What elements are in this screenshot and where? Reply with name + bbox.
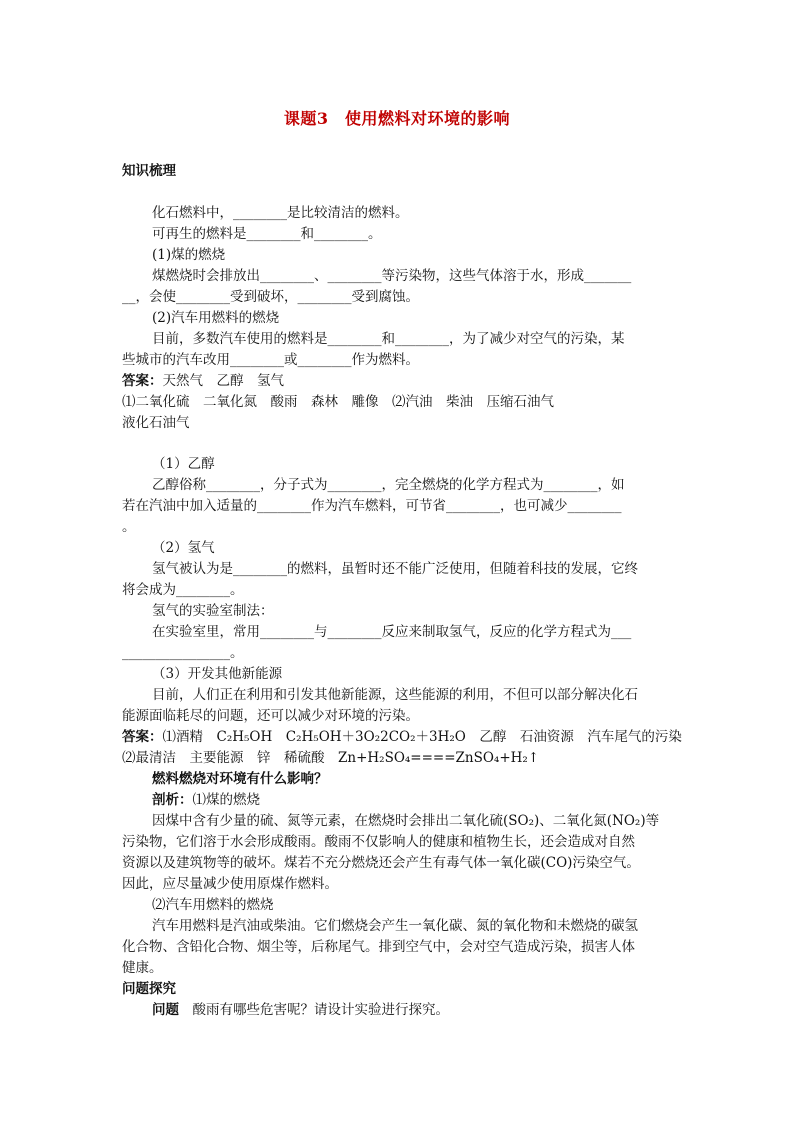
text-line: 化石燃料中，________是比较清洁的燃料。 xyxy=(152,205,409,221)
answer-text: ⑴酒精 C₂H₅OH C₂H₅OH＋3O₂2CO₂＋3H₂O 乙醇 石油资源 汽车尾气的污染 xyxy=(162,729,682,745)
text-line: 氢气被认为是________的燃料，虽暂时还不能广泛使用，但随着科技的发展，它终 xyxy=(152,561,638,577)
text-line: ⑵汽车用燃料的燃烧 xyxy=(152,897,274,913)
text-line: 因煤中含有少量的硫、氮等元素，在燃烧时会排出二氧化硫(SO₂)、二氧化氮(NO₂)等 xyxy=(152,813,660,829)
question-heading: 燃料燃烧对环境有什么影响？ xyxy=(152,771,328,787)
text-line: 化合物、含铅化合物、烟尘等，后称尾气。排到空气中，会对空气造成污染，损害人体 xyxy=(122,939,635,955)
text-line: 目前，多数汽车使用的燃料是________和________，为了减少对空气的污染，某 xyxy=(152,331,625,347)
answer-line: 液化石油气 xyxy=(122,415,190,431)
answer-text: 天然气 乙醇 氢气 xyxy=(162,373,284,389)
answer-line xyxy=(122,728,682,746)
section-heading-knowledge: 知识梳理 xyxy=(122,163,176,179)
answer-line xyxy=(122,372,670,390)
text-line: 乙醇俗称________，分子式为________，完全燃烧的化学方程式为________，如 xyxy=(152,477,625,493)
text-line: 将会成为________。 xyxy=(122,582,244,598)
text-line: （1）乙醇 xyxy=(152,456,215,472)
text-line: 若在汽油中加入适量的________作为汽车燃料，可节省________，也可减少________ xyxy=(122,498,622,514)
text-line: 可再生的燃料是________和________。 xyxy=(152,226,382,242)
text-line: 煤燃烧时会排放出________、________等污染物，这些气体溶于水，形成_______ xyxy=(152,268,632,284)
text-line: （2）氢气 xyxy=(152,540,215,556)
text-line: 。 xyxy=(122,519,136,535)
text-line: (2)汽车用燃料的燃烧 xyxy=(152,310,280,326)
answer-label: 答案： xyxy=(122,729,163,745)
section-heading-inquiry: 问题探究 xyxy=(122,981,176,997)
text-line: 资源以及建筑物等的破坏。煤若不充分燃烧还会产生有毒气体一氧化碳(CO)污染空气。 xyxy=(122,855,640,871)
text-line: 些城市的汽车改用________或________作为燃料。 xyxy=(122,352,419,368)
problem-label: 问题 xyxy=(152,1002,179,1018)
answer-label: 答案： xyxy=(122,373,163,389)
text-line: 在实验室里，常用________与________反应来制取氢气，反应的化学方程式为___ xyxy=(152,624,632,640)
page-title: 课题3 使用燃料对环境的影响 xyxy=(283,109,511,128)
answer-line: ⑵最清洁 主要能源 锌 稀硫酸 Zn+H₂SO₄====ZnSO₄+H₂↑ xyxy=(122,750,540,766)
text-line: 污染物，它们溶于水会形成酸雨。酸雨不仅影响人的健康和植物生长，还会造成对自然 xyxy=(122,834,635,850)
analysis-text: ⑴煤的燃烧 xyxy=(192,792,260,808)
text-line: ________________。 xyxy=(122,645,244,661)
problem-text: 酸雨有哪些危害呢？请设计实验进行探究。 xyxy=(192,1002,449,1018)
analysis-label: 剖析： xyxy=(152,792,193,808)
text-line: 健康。 xyxy=(122,960,163,976)
text-line: (1)煤的燃烧 xyxy=(152,247,226,263)
text-line: 汽车用燃料是汽油或柴油。它们燃烧会产生一氧化碳、氮的氧化物和未燃烧的碳氢 xyxy=(152,918,638,934)
answer-line: ⑴二氧化硫 二氧化氮 酸雨 森林 雕像 ⑵汽油 柴油 压缩石油气 xyxy=(122,394,554,410)
analysis-line xyxy=(152,791,670,809)
text-line: 目前，人们正在利用和引发其他新能源，这些能源的利用，不但可以部分解决化石 xyxy=(152,687,638,703)
text-line: __，会使________受到破坏，________受到腐蚀。 xyxy=(122,289,419,305)
problem-line xyxy=(152,1001,670,1019)
text-line: 氢气的实验室制法： xyxy=(152,603,274,619)
text-line: 因此，应尽量减少使用原煤作燃料。 xyxy=(122,876,338,892)
text-line: （3）开发其他新能源 xyxy=(152,666,283,682)
text-line: 能源面临耗尽的问题，还可以减少对环境的污染。 xyxy=(122,708,419,724)
